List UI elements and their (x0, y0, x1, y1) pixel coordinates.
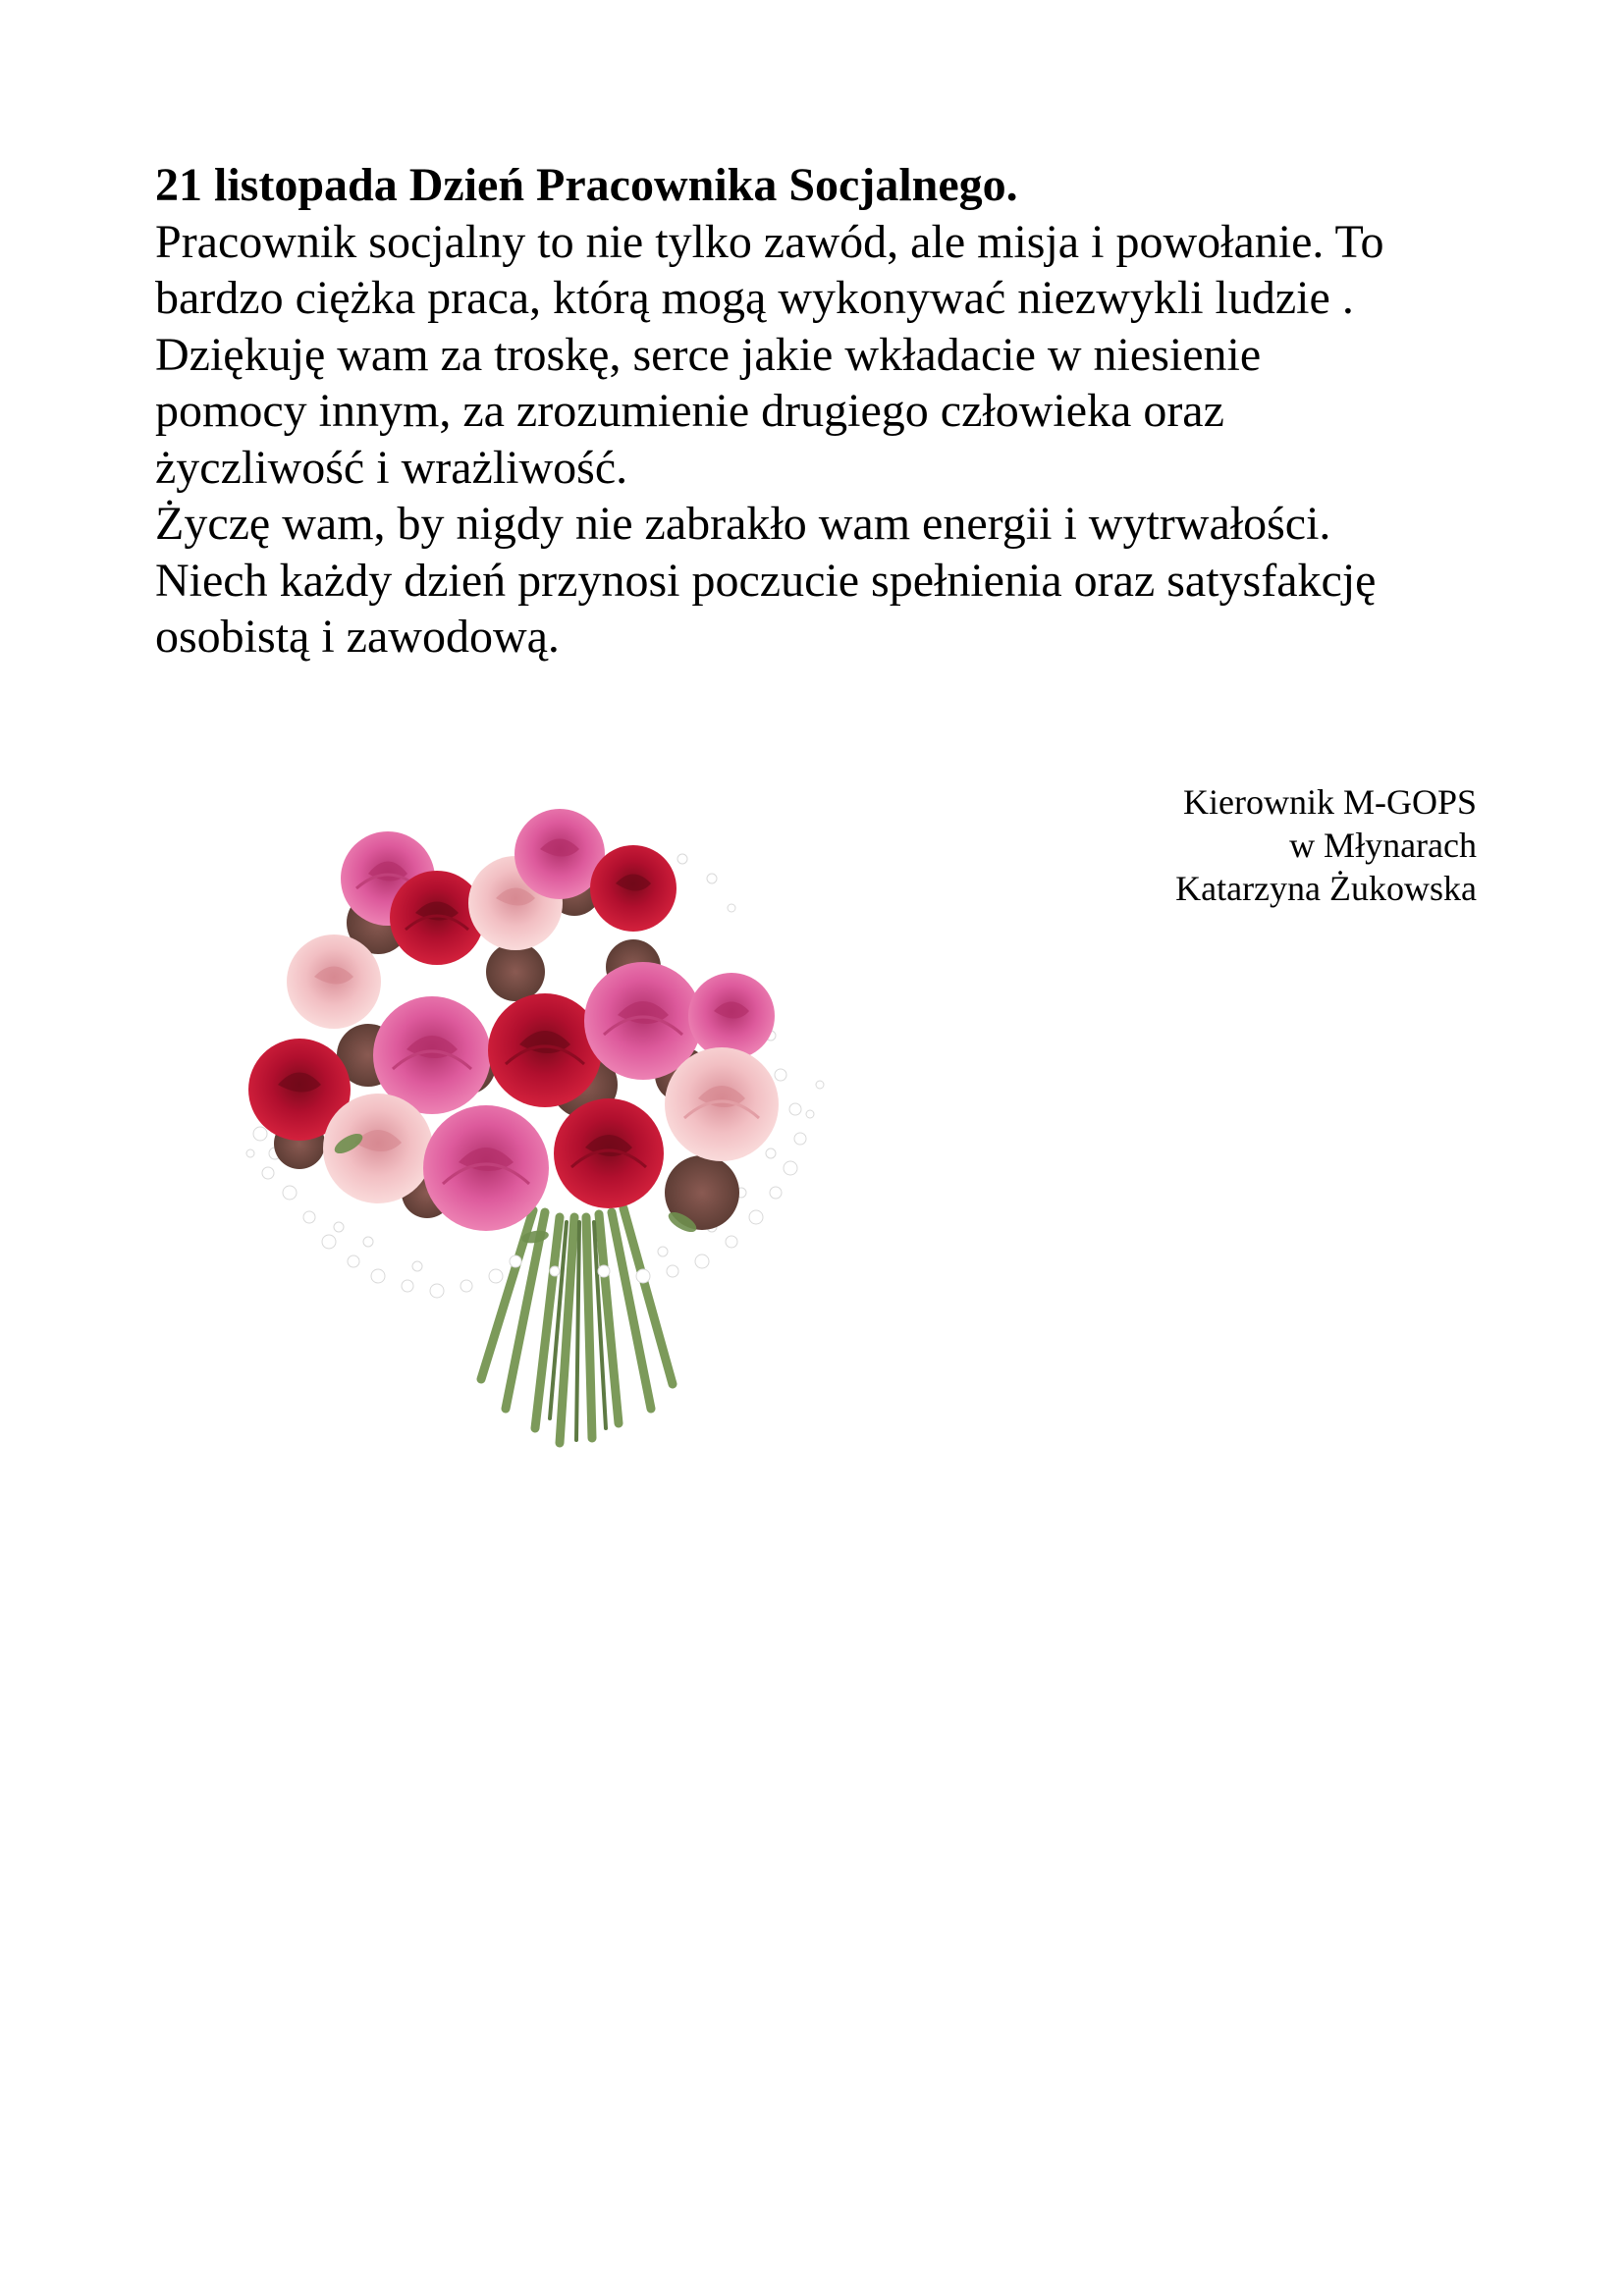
rose-pink-right (688, 973, 775, 1059)
greeting-text (155, 157, 1530, 666)
signature-location: w Młynarach (1289, 826, 1477, 865)
body-line: Dziękuję wam za troskę, serce jakie wkładacie w niesienie (155, 328, 1262, 381)
document-heading: 21 listopada Dzień Pracownika Socjalnego. (155, 159, 1018, 211)
rose-red-center (488, 993, 602, 1107)
rose-bouquet-icon (221, 780, 928, 1487)
body-line: życzliwość i wrażliwość. (155, 441, 628, 494)
signature-block (1175, 780, 1477, 910)
body-line: Niech każdy dzień przynosi poczucie spełnienia oraz satysfakcję (155, 554, 1377, 607)
rose-red-top-right (590, 845, 677, 932)
rose-light-left (287, 934, 381, 1029)
body-line: osobistą i zawodową. (155, 611, 560, 663)
rose-red-bottom (554, 1098, 664, 1208)
body-line: bardzo ciężka praca, którą mogą wykonywać niezwykli ludzie . (155, 272, 1354, 324)
body-line: pomocy innym, za zrozumienie drugiego człowieka oraz (155, 385, 1224, 437)
body-line: Życzę wam, by nigdy nie zabrakło wam energii i wytrwałości. (155, 498, 1331, 550)
rose-light-right (665, 1047, 779, 1161)
body-line: Pracownik socjalny to nie tylko zawód, ale misja i powołanie. To (155, 215, 1384, 268)
signature-title: Kierownik M-GOPS (1182, 782, 1477, 822)
rose-red-top (390, 871, 484, 965)
signature-name: Katarzyna Żukowska (1175, 869, 1477, 908)
rose-pink-bottom (423, 1105, 549, 1231)
